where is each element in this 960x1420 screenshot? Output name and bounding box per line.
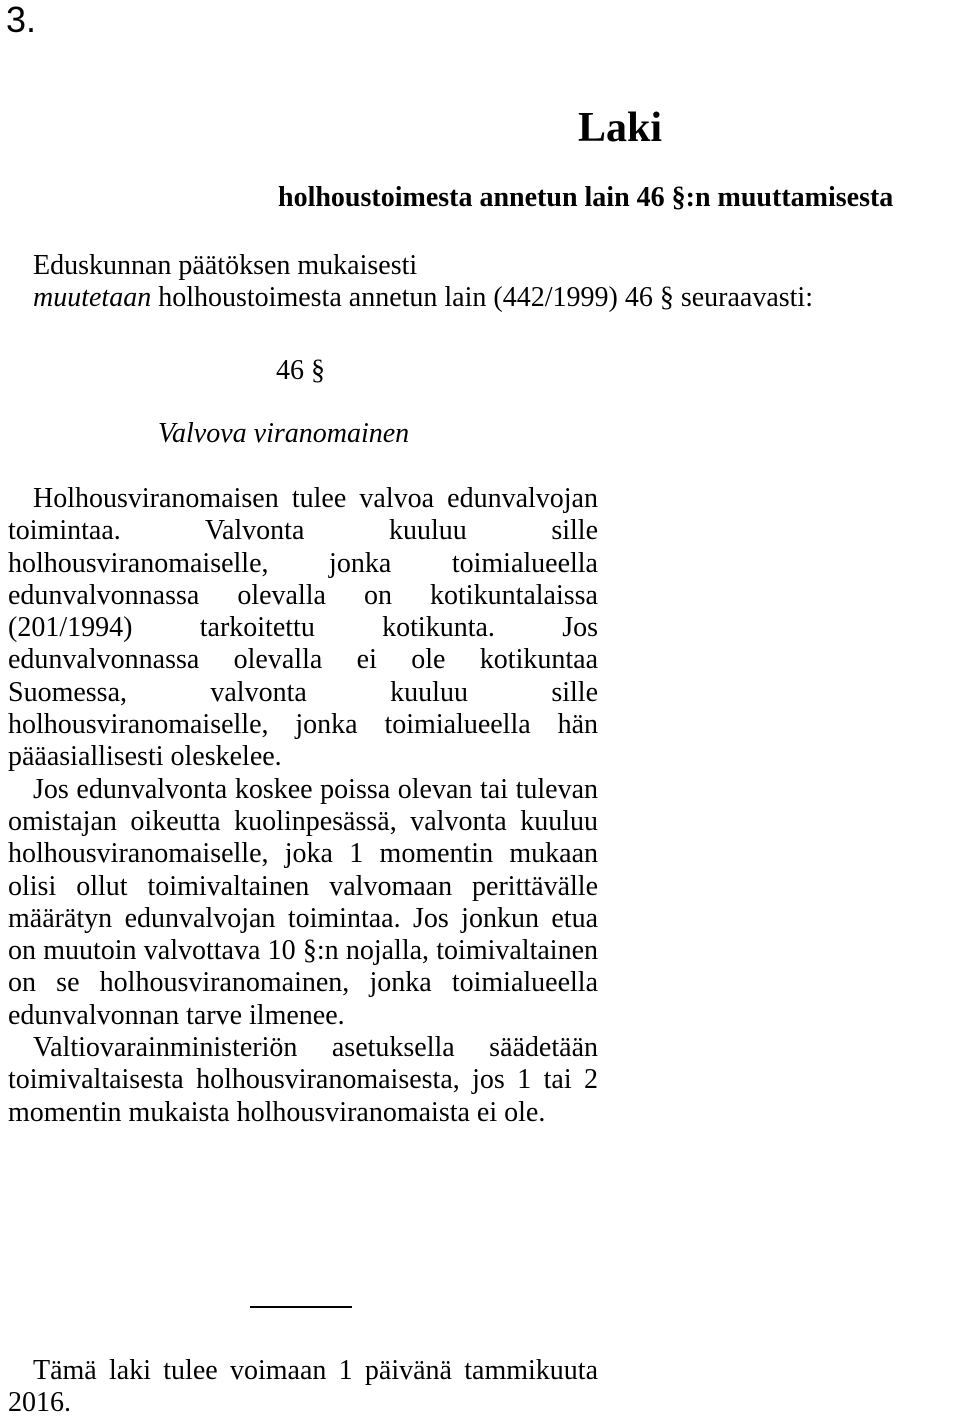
divider-line (250, 1306, 352, 1308)
enactment-line-1: Eduskunnan päätöksen mukaisesti (33, 250, 418, 281)
section-title: Valvova viranomainen (158, 418, 410, 449)
enactment-line-2-rest: holhoustoimesta annetun lain (442/1999) 46 § seuraavasti: (151, 282, 813, 313)
entry-into-force: Tämä laki tulee voimaan 1 päivänä tammikuuta 2016. (8, 1355, 598, 1419)
enactment-line-2 (33, 282, 813, 314)
enactment-verb: muutetaan (33, 282, 152, 313)
page-title: Laki (578, 105, 663, 151)
paragraph-2: Jos edunvalvonta koskee poissa olevan tai tulevan omistajan oikeutta kuolinpesässä, valvonta kuuluu holhousviranomaiselle, joka 1 momentin mukaan olisi ollut toimivaltainen valvomaan perittävälle määrätyn edunvalvojan toimintaa. Jos jonkun etua on muutoin valvottava 10 §:n nojalla, toimivaltainen on se holhousviranomainen, jonka toimialueella edunvalvonnan tarve ilmenee. (8, 773, 598, 1031)
enactment-clause (33, 250, 813, 314)
page-number: 3. (6, 0, 37, 40)
paragraph-3: Valtiovarainministeriön asetuksella säädetään toimivaltaisesta holhousviranomaisesta, jos 1 tai 2 momentin mukaista holhousviranomaista ei ole. (8, 1032, 598, 1128)
section-body (8, 483, 598, 1129)
paragraph-1: Holhousviranomaisen tulee valvoa edunvalvojan toimintaa. Valvonta kuuluu sille holhousviranomaiselle, jonka toimialueella edunvalvonnassa olevalla on kotikuntalaissa (201/1994) tarkoitettu kotikunta. Jos edunvalvonnassa olevalla ei ole kotikuntaa Suomessa, valvonta kuuluu sille holhousviranomaiselle, jonka toimialueella hän pääasiallisesti oleskelee. (8, 483, 598, 773)
section-number: 46 § (276, 355, 325, 386)
page-subtitle: holhoustoimesta annetun lain 46 §:n muuttamisesta (278, 182, 894, 213)
